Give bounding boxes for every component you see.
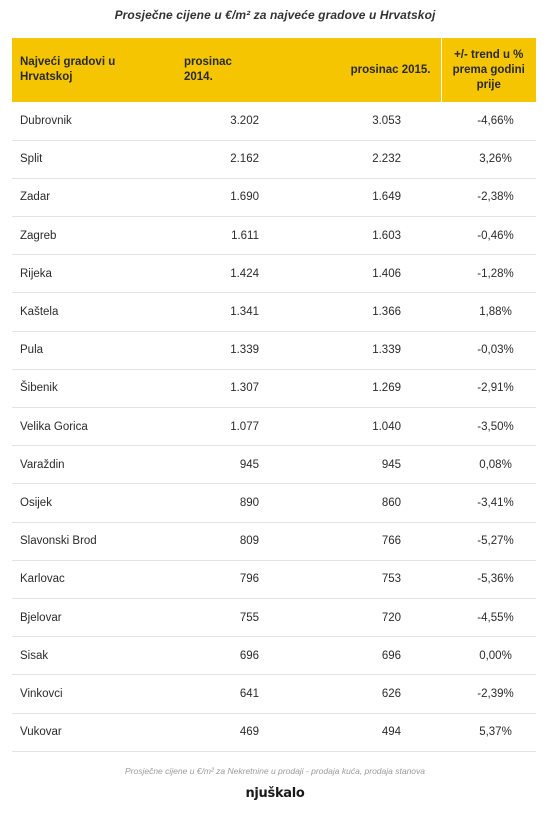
cell-trend: -2,38% xyxy=(441,178,536,216)
cell-trend: -3,50% xyxy=(441,408,536,446)
cell-trend: 1,88% xyxy=(441,293,536,331)
price-table xyxy=(12,38,536,752)
cell-trend: -4,55% xyxy=(441,598,536,636)
table-row xyxy=(12,331,536,369)
cell-december-2015: 1.366 xyxy=(314,293,441,331)
cell-trend: 5,37% xyxy=(441,713,536,751)
cell-city: Zadar xyxy=(12,178,184,216)
table-row xyxy=(12,293,536,331)
table-row xyxy=(12,178,536,216)
cell-december-2015: 945 xyxy=(314,446,441,484)
cell-december-2014: 696 xyxy=(184,637,314,675)
cell-trend: -0,46% xyxy=(441,217,536,255)
cell-december-2014: 945 xyxy=(184,446,314,484)
cell-city: Slavonski Brod xyxy=(12,522,184,560)
cell-city: Vinkovci xyxy=(12,675,184,713)
table-row xyxy=(12,484,536,522)
table-row xyxy=(12,522,536,560)
table-row xyxy=(12,675,536,713)
cell-city: Split xyxy=(12,140,184,178)
cell-trend: -5,27% xyxy=(441,522,536,560)
cell-december-2015: 1.339 xyxy=(314,331,441,369)
table-row xyxy=(12,140,536,178)
cell-december-2014: 3.202 xyxy=(184,102,314,140)
cell-city: Pula xyxy=(12,331,184,369)
table-row xyxy=(12,713,536,751)
cell-december-2014: 1.611 xyxy=(184,217,314,255)
cell-city: Vukovar xyxy=(12,713,184,751)
table-body xyxy=(12,102,536,751)
header-row xyxy=(12,38,536,102)
cell-december-2015: 753 xyxy=(314,560,441,598)
table-row xyxy=(12,408,536,446)
table-row xyxy=(12,446,536,484)
cell-december-2015: 1.269 xyxy=(314,369,441,407)
cell-december-2014: 1.690 xyxy=(184,178,314,216)
source-caption: Prosječne cijene u €/m² za Nekretnine u prodaji - prodaja kuća, prodaja stanova xyxy=(124,766,426,776)
cell-city: Kaštela xyxy=(12,293,184,331)
cell-december-2015: 1.649 xyxy=(314,178,441,216)
cell-december-2014: 890 xyxy=(184,484,314,522)
page-title: Prosječne cijene u €/m² za najveće gradove u Hrvatskoj xyxy=(114,8,436,22)
column-header-december-2015: prosinac 2015. xyxy=(350,63,431,76)
cell-trend: -4,66% xyxy=(441,102,536,140)
cell-trend: 3,26% xyxy=(441,140,536,178)
cell-trend: 0,00% xyxy=(441,637,536,675)
cell-december-2015: 860 xyxy=(314,484,441,522)
cell-trend: -2,39% xyxy=(441,675,536,713)
brand-logo: njuškalo xyxy=(245,786,305,801)
cell-trend: -0,03% xyxy=(441,331,536,369)
cell-december-2015: 494 xyxy=(314,713,441,751)
cell-december-2014: 1.424 xyxy=(184,255,314,293)
cell-december-2014: 469 xyxy=(184,713,314,751)
cell-december-2014: 796 xyxy=(184,560,314,598)
cell-trend: -1,28% xyxy=(441,255,536,293)
cell-city: Rijeka xyxy=(12,255,184,293)
column-header-december-2014 xyxy=(184,38,314,102)
table-row xyxy=(12,598,536,636)
cell-trend: -5,36% xyxy=(441,560,536,598)
cell-december-2014: 1.341 xyxy=(184,293,314,331)
cell-trend: 0,08% xyxy=(441,446,536,484)
cell-december-2014: 755 xyxy=(184,598,314,636)
cell-december-2015: 1.406 xyxy=(314,255,441,293)
table-header xyxy=(12,38,536,102)
table-row xyxy=(12,369,536,407)
cell-december-2014: 2.162 xyxy=(184,140,314,178)
table-row xyxy=(12,637,536,675)
cell-city: Sisak xyxy=(12,637,184,675)
cell-december-2015: 1.040 xyxy=(314,408,441,446)
table-row xyxy=(12,255,536,293)
column-header-december-2014-label: prosinac 2014. xyxy=(184,56,232,83)
cell-december-2014: 1.339 xyxy=(184,331,314,369)
cell-december-2014: 1.307 xyxy=(184,369,314,407)
cell-trend: -3,41% xyxy=(441,484,536,522)
cell-city: Osijek xyxy=(12,484,184,522)
cell-december-2015: 626 xyxy=(314,675,441,713)
cell-trend: -2,91% xyxy=(441,369,536,407)
cell-december-2015: 766 xyxy=(314,522,441,560)
table-row xyxy=(12,217,536,255)
cell-city: Šibenik xyxy=(12,369,184,407)
cell-city: Bjelovar xyxy=(12,598,184,636)
cell-city: Karlovac xyxy=(12,560,184,598)
column-header-city: Najveći gradovi u Hrvatskoj xyxy=(20,56,116,83)
cell-city: Varaždin xyxy=(12,446,184,484)
column-header-trend: +/- trend u % prema godini prije xyxy=(441,38,536,102)
table-row xyxy=(12,102,536,140)
cell-december-2015: 696 xyxy=(314,637,441,675)
table-row xyxy=(12,560,536,598)
cell-december-2015: 720 xyxy=(314,598,441,636)
cell-city: Dubrovnik xyxy=(12,102,184,140)
cell-december-2015: 2.232 xyxy=(314,140,441,178)
cell-city: Zagreb xyxy=(12,217,184,255)
cell-december-2015: 3.053 xyxy=(314,102,441,140)
cell-december-2015: 1.603 xyxy=(314,217,441,255)
cell-city: Velika Gorica xyxy=(12,408,184,446)
cell-december-2014: 809 xyxy=(184,522,314,560)
cell-december-2014: 1.077 xyxy=(184,408,314,446)
cell-december-2014: 641 xyxy=(184,675,314,713)
